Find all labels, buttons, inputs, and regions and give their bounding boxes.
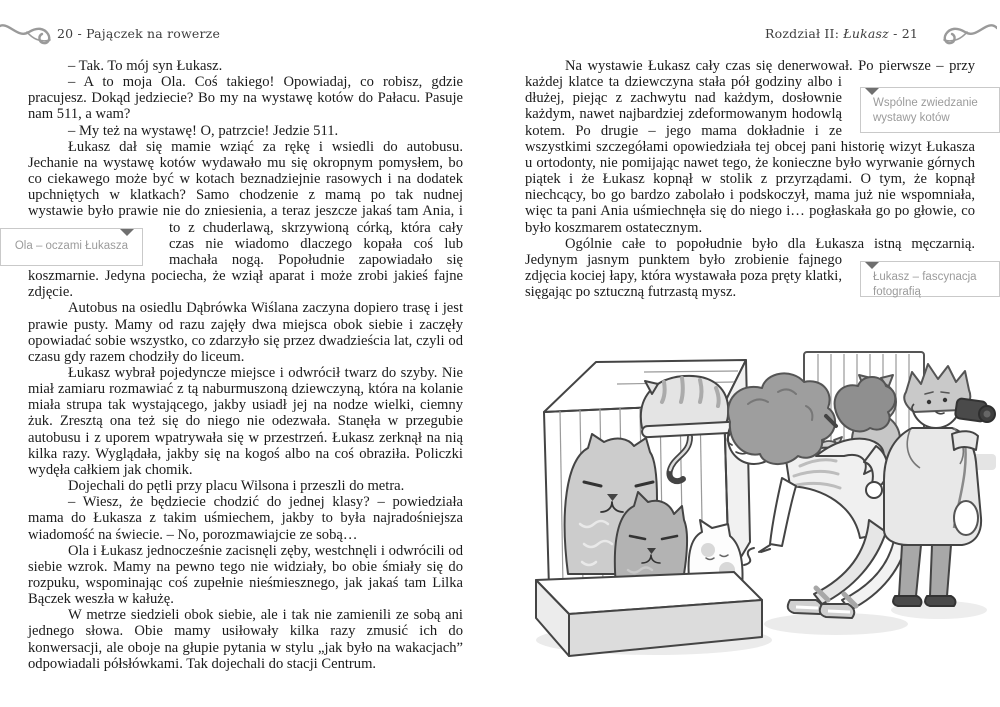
paragraph: – My też na wystawę! O, patrzcie! Jedzie 511.: [68, 122, 339, 139]
pouch: [954, 501, 978, 535]
margin-note-ola: [0, 228, 143, 266]
paragraph: Autobus na osiedlu Dąbrówka Wiślana zaczyna dopiero trasę i jest prawie pusty. Mamy od razu zajęły dwa miejsca obok siebie i zaczęły opowiadać sobie wszystko, co zdarzyło się przez dwadzieścia lat, czyli od czasu gdy razem chodziły do liceum.: [28, 300, 463, 365]
running-header-text: 20 - Pajączek na rowerze: [57, 26, 221, 41]
paragraph: Łukasz dał się mamie wziąć za rękę i wsiedli do autobusu. Jechanie na wystawę kotów wydawało mu się okropnym pomysłem, bo co ciekawego może być w kotach beznadziejnie rasowych i na dodatek upchniętych w klatkach? Samo chodzenie z mamą po tak nudnej wystawie było prawie nie do zniesienia, a teraz jeszcze jakaś tam Ania, i to z chuderlawą, skrzywioną córką, która cały czas nie wiadomo dlaczego kopała coś lub machała nogą. Popołudnie zapowiadało się koszmarnie. Jedyna pociecha, że wziął aparat i może zrobi jakieś fajne zdjęcie.: [28, 138, 463, 301]
paragraph: Ogólnie całe to popołudnie było dla Łukasza istną męczarnią. Jedynym jasnym punktem było zrobienie fajnego zdjęcia kociej łapy, która wystawała poza pręty klatki, sięgając po sztuczną futrzastą mysz.: [525, 235, 975, 301]
margin-note-text: Łukasz – fascynacja fotografią: [873, 271, 977, 298]
chapter-prefix: Rozdział II:: [765, 26, 844, 41]
arrow-down-icon: [120, 229, 134, 236]
paragraph: – Tak. To mój syn Łukasz.: [68, 58, 223, 74]
paragraph: Dojechali do pętli przy placu Wilsona i przeszli do metra.: [68, 478, 405, 495]
paragraph: Łukasz wybrał pojedyncze miejsce i odwrócił twarz do szyby. Nie miał zamiaru rozmawiać z tą naburmuszoną dziewczyną, która na kolanie miała strupa tak wystającego, jakby usiadł jej na nodze wielki, ciemny żuk. Zresztą ona też się do niego nie odezwała. Stanęła w przegubie autobusu i z uporem wpatrywała się w przestrzeń. Łukasz zerknął na nią kilka razy. Wyglądała, jakby się na kogoś albo na coś obraziła. Policzki wydęła całkiem jak chomik.: [28, 364, 463, 478]
arrow-down-icon: [865, 262, 879, 269]
margin-note-visit: [860, 87, 1000, 133]
page-number: - 21: [888, 26, 918, 41]
running-header-left: [57, 26, 220, 41]
camera-icon: [955, 398, 995, 427]
margin-note-text: Wspólne zwiedzanie wystawy kotów: [873, 97, 978, 124]
flourish-ornament-right: [939, 17, 997, 49]
girl-ola: [727, 373, 908, 618]
arrow-down-icon: [865, 88, 879, 95]
illustration-cat-show: [524, 342, 996, 707]
running-header-right: [765, 26, 918, 41]
paragraph: – A to moja Ola. Coś takiego! Opowiadaj, co robisz, gdzie pracujesz. Dokąd jedziecie? Bo my na wystawę kotów do Pałacu. Pasuje nam 511, a wam?: [28, 74, 463, 123]
paragraph: Na wystawie Łukasz cały czas się denerwował. Po pierwsze – przy każdej klatce ta dziewczyna stała pół godziny albo i dłużej, piejąc z zachwytu nad każdym, dosłownie każdym, nawet najbardziej zdeformowanym hodowlą kotem. Po drugie – jego mama dokładnie i ze wszystkimi szczegółami opowiedziała tej obcej pani historię wizyt Łukasza u ortodonty, nie pomijając nawet tego, że konieczne było wyrwanie górnych piątek i że Łukasz kopnął w stolik z przyrządami. O tym, że kopnął niechcący, bo go bardzo zabolało i podskoczył, mama już nie wspomniała, więc ta pani Ania uśmiechnęła się do niego i… pogłaskała go po głowie, co było koszmarem ostatecznym.: [525, 58, 975, 236]
text-column-left: [14, 58, 463, 672]
paragraph: W metrze siedzieli obok siebie, ale i tak nie zamienili ze sobą ani jednego słowa. Obie mamy usiłowały kilka razy zmusić ich do konwersacji, ale oboje na głupie pytania w stylu „jak było na wakacjach” odpowiadali półsłówkami. Tak dojechali do stacji Centrum.: [28, 607, 463, 672]
chapter-title: Łukasz: [843, 26, 889, 41]
hand-fingers: [960, 422, 979, 427]
flourish-ornament-left: [0, 17, 55, 49]
paragraph: Ola i Łukasz jednocześnie zacisnęli zęby, westchnęli i odwrócili od siebie wzrok. Mamy na pewno tego nie widziały, bo obie śmiały się do rozpuku, wspominając coś zupełnie nieśmiesznego, jak jakaś tam Lilka Bączek weszła w kałużę.: [28, 542, 463, 608]
margin-note-photography: [860, 261, 1000, 297]
text-column-right: [525, 58, 978, 301]
paragraph: – Wiesz, że będziecie chodzić do jednej klasy? – powiedziała mama do Łukasza z takim uśmiechem, jakby to była najradośniejsza wiadomość na świecie. – No, porozmawiajcie ze sobą…: [28, 494, 463, 543]
margin-note-text: Ola – oczami Łukasza: [14, 240, 128, 252]
